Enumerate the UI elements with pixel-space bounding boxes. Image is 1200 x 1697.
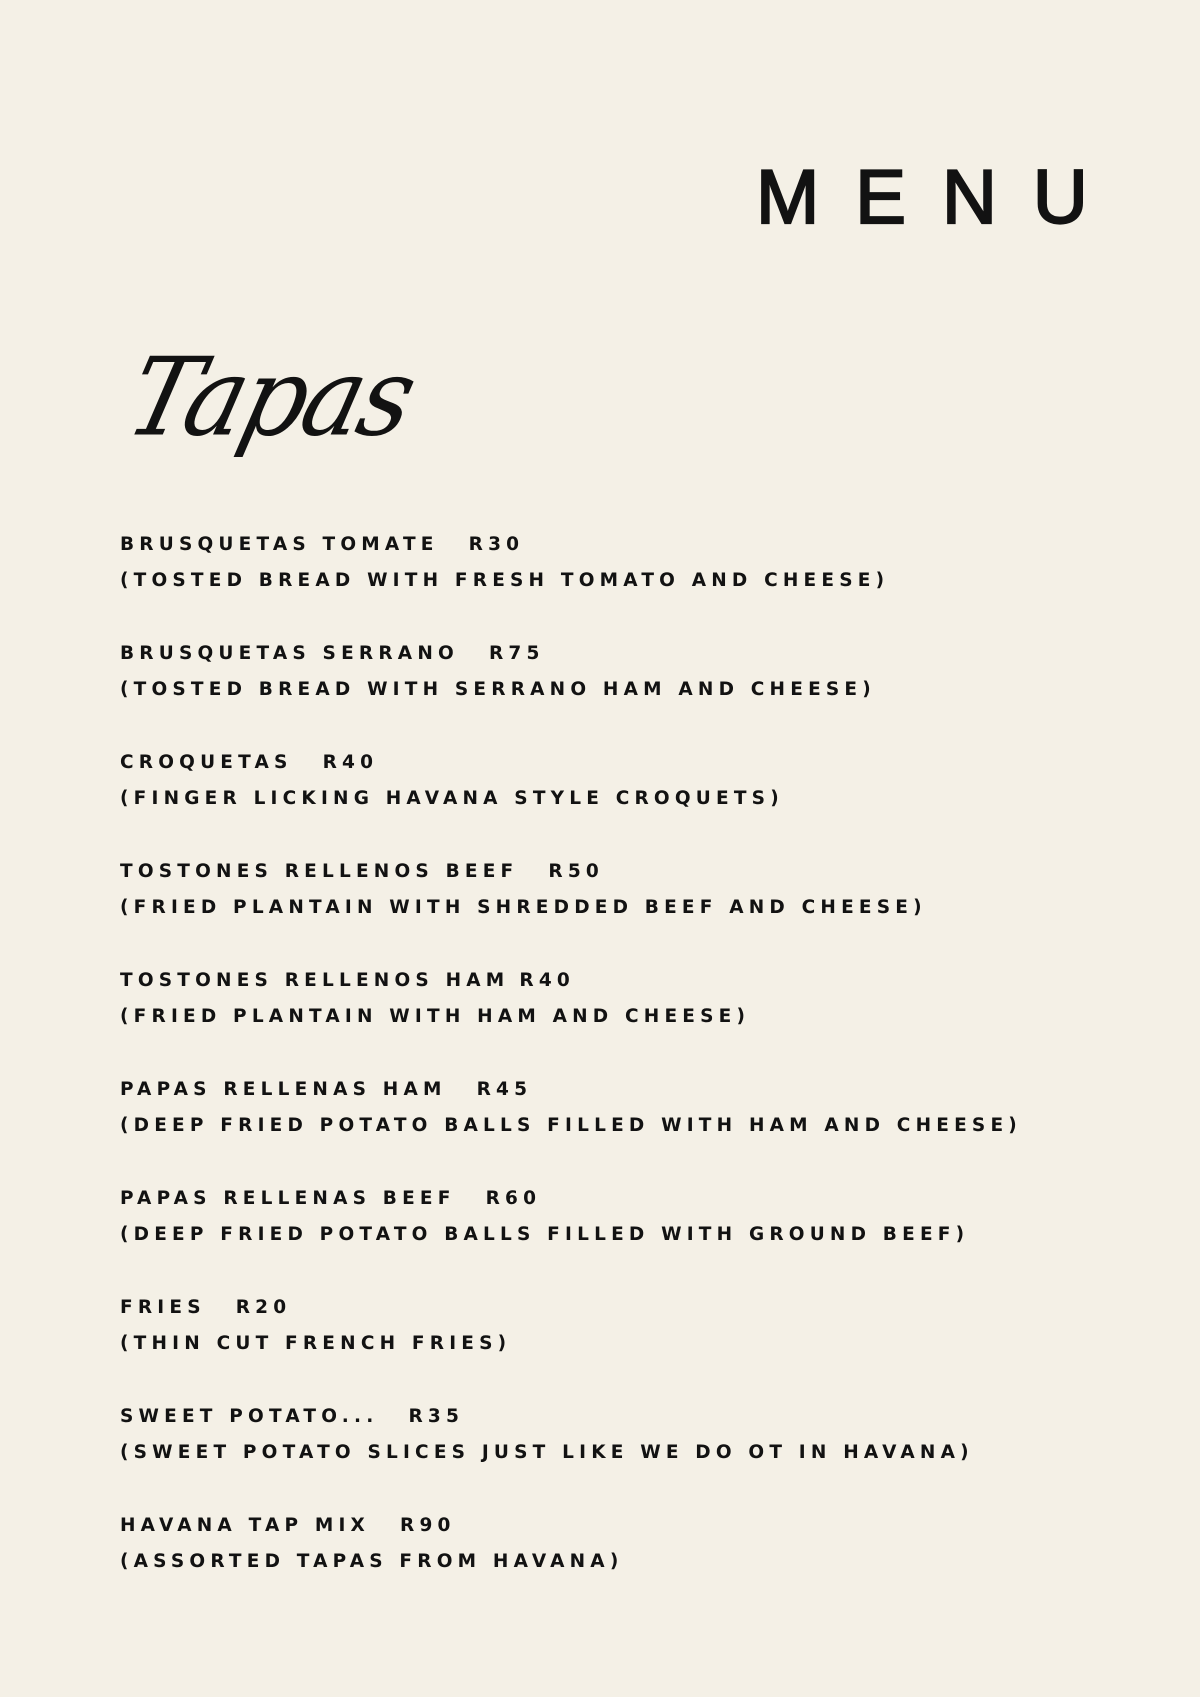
menu-title: MENU [756,155,1124,240]
menu-item-heading [120,745,1180,781]
menu-item [120,527,1180,636]
menu-item-name: BRUSQUETAS TOMATE [120,534,439,555]
menu-item-heading [120,963,1180,999]
menu-item [120,854,1180,963]
menu-item-description: (FRIED PLANTAIN WITH HAM AND CHEESE) [120,1006,751,1027]
menu-item-list [120,527,1180,1617]
menu-item-name: SWEET POTATO... [120,1406,379,1427]
menu-item-description: (ASSORTED TAPAS FROM HAVANA) [120,1551,624,1572]
menu-item-price: R90 [400,1515,456,1536]
menu-item-price: R40 [519,970,575,991]
menu-item-heading [120,1181,1180,1217]
menu-item-heading [120,854,1180,890]
menu-item-price: R75 [488,643,545,664]
menu-item [120,1072,1180,1181]
menu-item-price: R40 [322,752,379,773]
menu-item [120,636,1180,745]
menu-item-price: R45 [476,1079,533,1100]
menu-item [120,1508,1180,1617]
menu-item-heading [120,1290,1180,1326]
section-title-tapas: Tapas [115,334,426,461]
menu-item-price: R20 [235,1297,292,1318]
menu-item-description: (THIN CUT FRENCH FRIES) [120,1333,512,1354]
menu-item-name: TOSTONES RELLENOS BEEF [120,861,519,882]
menu-item-name: BRUSQUETAS SERRANO [120,643,459,664]
menu-item-name: CROQUETAS [120,752,293,773]
menu-item-description: (FRIED PLANTAIN WITH SHREDDED BEEF AND CHEESE) [120,897,927,918]
menu-item-heading [120,1508,1180,1544]
menu-item [120,745,1180,854]
menu-item-price: R50 [548,861,604,882]
menu-item [120,1290,1180,1399]
menu-item-description: (TOSTED BREAD WITH FRESH TOMATO AND CHEESE) [120,570,890,591]
menu-item-heading [120,636,1180,672]
menu-item-description: (DEEP FRIED POTATO BALLS FILLED WITH GROUND BEEF) [120,1224,970,1245]
menu-item-price: R35 [408,1406,465,1427]
menu-item [120,963,1180,1072]
menu-item-description: (TOSTED BREAD WITH SERRANO HAM AND CHEESE) [120,679,876,700]
menu-item-description: (SWEET POTATO SLICES JUST LIKE WE DO OT IN HAVANA) [120,1442,974,1463]
menu-item-name: TOSTONES RELLENOS HAM [120,970,510,991]
menu-item-description: (DEEP FRIED POTATO BALLS FILLED WITH HAM AND CHEESE) [120,1115,1022,1136]
menu-item-price: R60 [485,1188,542,1209]
menu-item-heading [120,1072,1180,1108]
menu-item [120,1399,1180,1508]
menu-item-heading [120,1399,1180,1435]
menu-item [120,1181,1180,1290]
menu-item-heading [120,527,1180,563]
menu-item-name: PAPAS RELLENAS BEEF [120,1188,456,1209]
menu-item-price: R30 [468,534,525,555]
menu-item-name: HAVANA TAP MIX [120,1515,371,1536]
menu-item-name: PAPAS RELLENAS HAM [120,1079,447,1100]
menu-item-description: (FINGER LICKING HAVANA STYLE CROQUETS) [120,788,784,809]
menu-item-name: FRIES [120,1297,206,1318]
